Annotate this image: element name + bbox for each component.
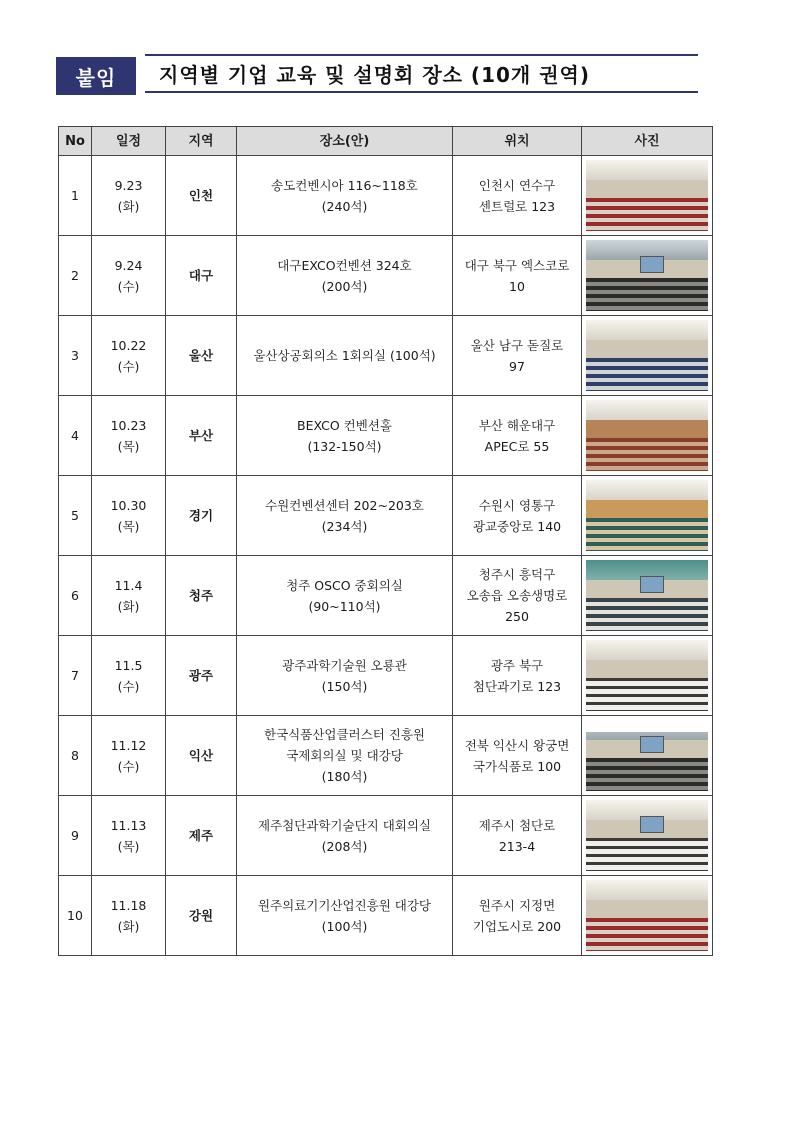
row-no: 8 [59,716,92,796]
row-no: 4 [59,396,92,476]
row-no: 5 [59,476,92,556]
row-place [237,156,453,236]
weekday: (화) [117,598,140,614]
table-row [59,876,713,956]
table-row [59,396,713,476]
row-region: 인천 [166,156,237,236]
date: 11.5 [114,657,143,673]
page-title: 지역별 기업 교육 및 설명회 장소 (10개 권역) [159,63,590,87]
row-location [453,556,582,636]
row-date [92,316,166,396]
location-line: 센트럴로 123 [478,198,556,214]
title-box [145,54,698,93]
row-date [92,476,166,556]
row-region: 제주 [166,796,237,876]
place-line: 청주 OSCO 중회의실 [286,577,403,593]
row-place [237,796,453,876]
place-line: 광주과학기술원 오룡관 [282,657,407,673]
location-line: 전북 익산시 왕궁면 [464,737,570,753]
conference-hall-photo [586,720,708,791]
date: 11.4 [114,577,143,593]
header-date: 일정 [92,127,166,156]
place-line: 송도컨벤시아 116~118호 [271,177,418,193]
row-no: 9 [59,796,92,876]
row-date [92,716,166,796]
place-line: (132-150석) [307,438,382,454]
table-row [59,556,713,636]
row-place [237,556,453,636]
conference-hall-photo [586,320,708,391]
place-line: 한국식품산업클러스터 진흥원 [264,727,425,742]
row-photo [582,876,713,956]
row-photo [582,556,713,636]
weekday: (수) [117,278,140,294]
header-place: 장소(안) [237,127,453,156]
place-line: 국제회의실 및 대강당 [286,748,403,763]
place-line: BEXCO 컨벤션홀 [297,417,392,433]
row-photo [582,476,713,556]
place-line: 제주첨단과학기술단지 대회의실 [257,817,432,833]
location-line: 국가식품로 100 [472,758,562,774]
place-line: (208석) [321,838,368,854]
weekday: (목) [117,438,140,454]
location-line: 대구 북구 엑스코로 [464,257,570,273]
row-region: 울산 [166,316,237,396]
conference-hall-photo [586,400,708,471]
place-line: 원주의료기기산업진흥원 대강당 [257,897,432,913]
row-location [453,236,582,316]
place-line: (240석) [321,198,368,214]
row-place [237,716,453,796]
table-row [59,476,713,556]
weekday: (수) [117,358,140,374]
row-location [453,396,582,476]
row-no: 2 [59,236,92,316]
location-line: 97 [509,358,525,374]
row-region: 청주 [166,556,237,636]
conference-hall-photo [586,240,708,311]
date: 10.23 [110,417,147,433]
table-row [59,316,713,396]
row-location [453,636,582,716]
row-date [92,236,166,316]
conference-hall-photo [586,480,708,551]
header-location: 위치 [453,127,582,156]
location-line: 부산 해운대구 [478,417,556,433]
place-line: (150석) [321,678,368,694]
location-line: 10 [509,278,525,294]
conference-hall-photo [586,560,708,631]
venue-table [58,126,713,956]
row-photo [582,636,713,716]
row-region: 대구 [166,236,237,316]
location-line: 제주시 첨단로 [478,817,556,833]
date: 9.24 [114,257,143,273]
row-photo [582,316,713,396]
location-line: 기업도시로 200 [472,918,562,934]
weekday: (목) [117,838,140,854]
attachment-badge: 붙임 [56,57,136,95]
date: 10.30 [110,497,147,513]
row-location [453,716,582,796]
row-place [237,636,453,716]
row-photo [582,236,713,316]
row-photo [582,796,713,876]
row-no: 3 [59,316,92,396]
conference-hall-photo [586,880,708,951]
location-line: 수원시 영통구 [478,497,556,513]
conference-hall-photo [586,160,708,231]
location-line: 오송읍 오송생명로 [466,588,568,603]
date: 11.13 [110,817,147,833]
location-line: 250 [505,609,529,624]
row-place [237,396,453,476]
place-line: (100석) [321,918,368,934]
date: 11.18 [110,897,147,913]
row-place [237,236,453,316]
row-place [237,476,453,556]
row-location [453,156,582,236]
date: 9.23 [114,177,143,193]
row-photo [582,156,713,236]
weekday: (수) [117,758,140,774]
row-date [92,156,166,236]
row-region: 강원 [166,876,237,956]
location-line: 청주시 흥덕구 [478,567,556,582]
header-region: 지역 [166,127,237,156]
location-line: 원주시 지정면 [478,897,556,913]
row-date [92,556,166,636]
row-no: 10 [59,876,92,956]
weekday: (목) [117,518,140,534]
row-place [237,316,453,396]
row-date [92,636,166,716]
location-line: 첨단과기로 123 [472,678,562,694]
row-photo [582,716,713,796]
table-row [59,796,713,876]
row-location [453,876,582,956]
row-region: 익산 [166,716,237,796]
date: 10.22 [110,337,147,353]
table-row [59,716,713,796]
row-date [92,396,166,476]
place-line: (180석) [321,769,368,784]
conference-hall-photo [586,800,708,871]
weekday: (화) [117,918,140,934]
location-line: 광교중앙로 140 [472,518,562,534]
row-region: 부산 [166,396,237,476]
table-row [59,156,713,236]
table-header-row [59,127,713,156]
row-region: 경기 [166,476,237,556]
location-line: 213-4 [498,838,536,854]
page-header [56,54,698,96]
header-no: No [59,127,92,156]
row-location [453,316,582,396]
location-line: 광주 북구 [490,657,544,673]
location-line: APEC로 55 [484,438,550,454]
place-line: 수원컨벤션센터 202~203호 [265,497,424,513]
location-line: 울산 남구 돋질로 [470,337,564,353]
place-line: (90~110석) [308,598,381,614]
row-no: 6 [59,556,92,636]
row-location [453,476,582,556]
row-date [92,876,166,956]
table-row [59,636,713,716]
row-no: 1 [59,156,92,236]
header-photo: 사진 [582,127,713,156]
place-line: (200석) [321,278,368,294]
row-region: 광주 [166,636,237,716]
weekday: (수) [117,678,140,694]
row-date [92,796,166,876]
date: 11.12 [110,737,147,753]
table-row [59,236,713,316]
row-location [453,796,582,876]
row-place [237,876,453,956]
row-no: 7 [59,636,92,716]
location-line: 인천시 연수구 [478,177,556,193]
place-line: 울산상공회의소 1회의실 (100석) [253,348,436,363]
conference-hall-photo [586,640,708,711]
place-line: 대구EXCO컨벤션 324호 [277,257,412,273]
row-photo [582,396,713,476]
place-line: (234석) [321,518,368,534]
weekday: (화) [117,198,140,214]
